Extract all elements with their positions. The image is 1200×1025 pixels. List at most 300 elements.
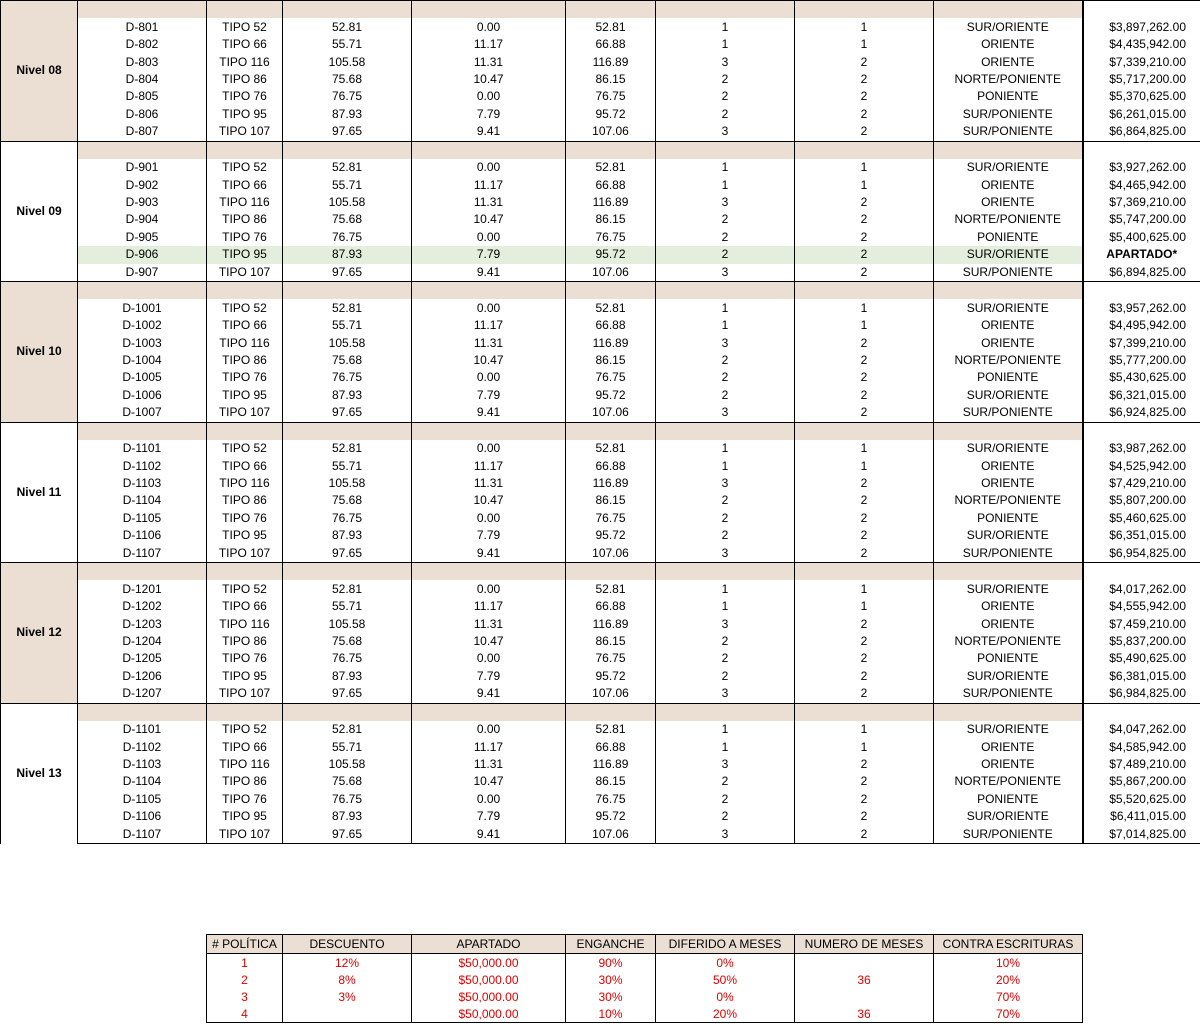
level-label: Nivel 09	[1, 141, 78, 282]
policy-header-cell: CONTRA ESCRITURAS	[934, 935, 1083, 954]
terrace-area-cell: 0.00	[412, 440, 566, 457]
terrace-area-cell: 7.79	[412, 387, 566, 404]
total-area-cell: 76.75	[566, 88, 656, 105]
orientation-cell: ORIENTE	[934, 334, 1083, 351]
unit-row	[1, 510, 1200, 527]
total-area-cell: 86.15	[566, 492, 656, 509]
unit-type-cell: TIPO 52	[207, 299, 283, 316]
orientation-cell: PONIENTE	[934, 229, 1083, 246]
price-cell: $6,381,015.00	[1083, 668, 1200, 685]
unit-type-cell: TIPO 116	[207, 615, 283, 632]
spacer-cell	[283, 141, 412, 159]
spacer-cell	[1083, 1, 1200, 19]
terrace-area-cell: 11.17	[412, 457, 566, 474]
bathrooms-cell: 2	[795, 492, 934, 509]
unit-type-cell: TIPO 116	[207, 194, 283, 211]
bathrooms-cell: 2	[795, 668, 934, 685]
unit-id-cell: D-1002	[78, 317, 207, 334]
interior-area-cell: 75.68	[283, 211, 412, 228]
orientation-cell: SUR/ORIENTE	[934, 440, 1083, 457]
unit-type-cell: TIPO 52	[207, 159, 283, 176]
interior-area-cell: 55.71	[283, 457, 412, 474]
unit-id-cell: D-905	[78, 229, 207, 246]
price-cell: $5,490,625.00	[1083, 650, 1200, 667]
unit-type-cell: TIPO 107	[207, 404, 283, 422]
price-cell: $7,399,210.00	[1083, 334, 1200, 351]
orientation-cell: ORIENTE	[934, 475, 1083, 492]
bedrooms-cell: 1	[656, 580, 795, 597]
total-area-cell: 76.75	[566, 369, 656, 386]
unit-row	[1, 633, 1200, 650]
unit-row	[1, 598, 1200, 615]
total-area-cell: 107.06	[566, 264, 656, 282]
price-cell: $6,864,825.00	[1083, 123, 1200, 141]
policy-header-cell: # POLÍTICA	[207, 935, 283, 954]
unit-id-cell: D-1105	[78, 510, 207, 527]
spacer-cell	[656, 1, 795, 19]
bedrooms-cell: 1	[656, 18, 795, 35]
spacer-cell	[283, 1, 412, 19]
spacer-cell	[934, 422, 1083, 440]
unit-type-cell: TIPO 52	[207, 440, 283, 457]
bathrooms-cell: 1	[795, 159, 934, 176]
price-cell: $7,429,210.00	[1083, 475, 1200, 492]
unit-row	[1, 53, 1200, 70]
unit-row	[1, 721, 1200, 738]
orientation-cell: SUR/ORIENTE	[934, 159, 1083, 176]
spacer-cell	[412, 141, 566, 159]
orientation-cell: ORIENTE	[934, 176, 1083, 193]
policy-header-cell: ENGANCHE	[566, 935, 656, 954]
spacer-cell	[656, 563, 795, 581]
unit-id-cell: D-1103	[78, 475, 207, 492]
unit-type-cell: TIPO 66	[207, 598, 283, 615]
bathrooms-cell: 2	[795, 387, 934, 404]
spacer-cell	[795, 1, 934, 19]
terrace-area-cell: 11.17	[412, 598, 566, 615]
unit-type-cell: TIPO 76	[207, 510, 283, 527]
terrace-area-cell: 11.17	[412, 36, 566, 53]
spacer-cell	[1083, 703, 1200, 721]
level-spacer-row	[1, 703, 1200, 721]
policy-row	[207, 971, 1083, 988]
orientation-cell: PONIENTE	[934, 650, 1083, 667]
unit-row	[1, 159, 1200, 176]
interior-area-cell: 105.58	[283, 194, 412, 211]
interior-area-cell: 76.75	[283, 791, 412, 808]
level-spacer-row	[1, 1, 1200, 19]
bathrooms-cell: 2	[795, 264, 934, 282]
interior-area-cell: 75.68	[283, 71, 412, 88]
unit-row	[1, 457, 1200, 474]
bathrooms-cell: 2	[795, 826, 934, 844]
interior-area-cell: 105.58	[283, 475, 412, 492]
bedrooms-cell: 2	[656, 492, 795, 509]
spacer-cell	[78, 282, 207, 300]
unit-type-cell: TIPO 107	[207, 264, 283, 282]
interior-area-cell: 87.93	[283, 668, 412, 685]
interior-area-cell: 55.71	[283, 738, 412, 755]
unit-id-cell: D-1001	[78, 299, 207, 316]
unit-type-cell: TIPO 86	[207, 773, 283, 790]
policy-cell: $50,000.00	[412, 954, 566, 972]
price-cell: $5,837,200.00	[1083, 633, 1200, 650]
orientation-cell: NORTE/PONIENTE	[934, 211, 1083, 228]
unit-row	[1, 738, 1200, 755]
bathrooms-cell: 2	[795, 352, 934, 369]
bedrooms-cell: 1	[656, 299, 795, 316]
policy-cell: 12%	[283, 954, 412, 972]
bedrooms-cell: 1	[656, 440, 795, 457]
terrace-area-cell: 11.17	[412, 317, 566, 334]
level-label: Nivel 11	[1, 422, 78, 563]
unit-id-cell: D-1106	[78, 527, 207, 544]
unit-row	[1, 264, 1200, 282]
terrace-area-cell: 10.47	[412, 492, 566, 509]
terrace-area-cell: 11.31	[412, 53, 566, 70]
bathrooms-cell: 2	[795, 808, 934, 825]
unit-id-cell: D-804	[78, 71, 207, 88]
unit-type-cell: TIPO 107	[207, 826, 283, 844]
total-area-cell: 52.81	[566, 580, 656, 597]
total-area-cell: 116.89	[566, 334, 656, 351]
orientation-cell: ORIENTE	[934, 317, 1083, 334]
orientation-cell: ORIENTE	[934, 756, 1083, 773]
spacer-cell	[412, 563, 566, 581]
spacer-cell	[795, 703, 934, 721]
unit-id-cell: D-1007	[78, 404, 207, 422]
orientation-cell: SUR/PONIENTE	[934, 264, 1083, 282]
unit-id-cell: D-1203	[78, 615, 207, 632]
bedrooms-cell: 3	[656, 756, 795, 773]
terrace-area-cell: 9.41	[412, 404, 566, 422]
level-spacer-row	[1, 422, 1200, 440]
unit-row	[1, 545, 1200, 563]
policy-cell: 36	[795, 1005, 934, 1023]
orientation-cell: SUR/PONIENTE	[934, 106, 1083, 123]
unit-row	[1, 492, 1200, 509]
price-cell: $3,927,262.00	[1083, 159, 1200, 176]
total-area-cell: 86.15	[566, 71, 656, 88]
total-area-cell: 52.81	[566, 18, 656, 35]
unit-row	[1, 211, 1200, 228]
unit-type-cell: TIPO 107	[207, 545, 283, 563]
bathrooms-cell: 2	[795, 773, 934, 790]
orientation-cell: PONIENTE	[934, 369, 1083, 386]
unit-id-cell: D-1101	[78, 721, 207, 738]
price-cell: $6,924,825.00	[1083, 404, 1200, 422]
total-area-cell: 66.88	[566, 598, 656, 615]
bedrooms-cell: 1	[656, 598, 795, 615]
bathrooms-cell: 2	[795, 650, 934, 667]
unit-id-cell: D-1202	[78, 598, 207, 615]
unit-id-cell: D-1103	[78, 756, 207, 773]
unit-row	[1, 440, 1200, 457]
unit-row	[1, 791, 1200, 808]
terrace-area-cell: 10.47	[412, 211, 566, 228]
terrace-area-cell: 7.79	[412, 106, 566, 123]
total-area-cell: 86.15	[566, 773, 656, 790]
terrace-area-cell: 10.47	[412, 633, 566, 650]
bathrooms-cell: 2	[795, 88, 934, 105]
policy-table-body	[207, 954, 1083, 1023]
terrace-area-cell: 7.79	[412, 527, 566, 544]
bathrooms-cell: 1	[795, 457, 934, 474]
interior-area-cell: 97.65	[283, 685, 412, 703]
spacer-cell	[207, 422, 283, 440]
interior-area-cell: 105.58	[283, 53, 412, 70]
bedrooms-cell: 3	[656, 194, 795, 211]
bathrooms-cell: 1	[795, 299, 934, 316]
price-cell: $4,047,262.00	[1083, 721, 1200, 738]
unit-type-cell: TIPO 76	[207, 229, 283, 246]
policy-header-row	[207, 935, 1083, 954]
spacer-cell	[412, 703, 566, 721]
unit-id-cell: D-806	[78, 106, 207, 123]
policy-cell: 10%	[934, 954, 1083, 972]
bathrooms-cell: 1	[795, 317, 934, 334]
policy-cell: 0%	[656, 988, 795, 1005]
bedrooms-cell: 3	[656, 685, 795, 703]
price-cell: $6,261,015.00	[1083, 106, 1200, 123]
level-label: Nivel 12	[1, 563, 78, 704]
total-area-cell: 52.81	[566, 159, 656, 176]
price-cell: $5,747,200.00	[1083, 211, 1200, 228]
price-cell: $6,351,015.00	[1083, 527, 1200, 544]
terrace-area-cell: 11.31	[412, 334, 566, 351]
bedrooms-cell: 2	[656, 791, 795, 808]
price-cell: $6,321,015.00	[1083, 387, 1200, 404]
policy-cell: $50,000.00	[412, 971, 566, 988]
price-cell: $5,717,200.00	[1083, 71, 1200, 88]
unit-type-cell: TIPO 76	[207, 88, 283, 105]
orientation-cell: ORIENTE	[934, 738, 1083, 755]
spacer-cell	[566, 282, 656, 300]
orientation-cell: SUR/PONIENTE	[934, 685, 1083, 703]
interior-area-cell: 105.58	[283, 615, 412, 632]
unit-id-cell: D-1201	[78, 580, 207, 597]
bedrooms-cell: 2	[656, 229, 795, 246]
interior-area-cell: 76.75	[283, 229, 412, 246]
spacer-cell	[566, 141, 656, 159]
total-area-cell: 66.88	[566, 317, 656, 334]
bedrooms-cell: 3	[656, 826, 795, 844]
interior-area-cell: 97.65	[283, 826, 412, 844]
policy-cell: 50%	[656, 971, 795, 988]
price-cell: $3,987,262.00	[1083, 440, 1200, 457]
bedrooms-cell: 1	[656, 176, 795, 193]
unit-row	[1, 88, 1200, 105]
interior-area-cell: 52.81	[283, 299, 412, 316]
spacer-cell	[207, 1, 283, 19]
interior-area-cell: 55.71	[283, 598, 412, 615]
orientation-cell: ORIENTE	[934, 615, 1083, 632]
total-area-cell: 107.06	[566, 826, 656, 844]
bedrooms-cell: 2	[656, 369, 795, 386]
price-cell: $5,520,625.00	[1083, 791, 1200, 808]
unit-row	[1, 808, 1200, 825]
unit-id-cell: D-1107	[78, 826, 207, 844]
unit-id-cell: D-1101	[78, 440, 207, 457]
spacer-cell	[78, 141, 207, 159]
bedrooms-cell: 2	[656, 211, 795, 228]
bathrooms-cell: 2	[795, 194, 934, 211]
total-area-cell: 95.72	[566, 668, 656, 685]
total-area-cell: 95.72	[566, 527, 656, 544]
price-cell: $4,495,942.00	[1083, 317, 1200, 334]
unit-type-cell: TIPO 66	[207, 176, 283, 193]
spacer-cell	[412, 1, 566, 19]
bathrooms-cell: 2	[795, 633, 934, 650]
terrace-area-cell: 11.17	[412, 738, 566, 755]
unit-row	[1, 299, 1200, 316]
unit-type-cell: TIPO 116	[207, 334, 283, 351]
total-area-cell: 107.06	[566, 685, 656, 703]
bedrooms-cell: 2	[656, 88, 795, 105]
policy-cell: $50,000.00	[412, 988, 566, 1005]
unit-row	[1, 580, 1200, 597]
price-cell: $6,894,825.00	[1083, 264, 1200, 282]
terrace-area-cell: 7.79	[412, 246, 566, 263]
orientation-cell: NORTE/PONIENTE	[934, 352, 1083, 369]
unit-type-cell: TIPO 116	[207, 53, 283, 70]
terrace-area-cell: 0.00	[412, 510, 566, 527]
unit-id-cell: D-903	[78, 194, 207, 211]
spacer-cell	[795, 282, 934, 300]
spacer-cell	[283, 703, 412, 721]
terrace-area-cell: 10.47	[412, 773, 566, 790]
spacer-cell	[656, 422, 795, 440]
orientation-cell: PONIENTE	[934, 791, 1083, 808]
unit-id-cell: D-907	[78, 264, 207, 282]
bedrooms-cell: 2	[656, 527, 795, 544]
unit-type-cell: TIPO 86	[207, 492, 283, 509]
policy-cell: 30%	[566, 971, 656, 988]
policy-cell: $50,000.00	[412, 1005, 566, 1023]
price-cell: APARTADO*	[1083, 246, 1200, 263]
bathrooms-cell: 2	[795, 123, 934, 141]
interior-area-cell: 76.75	[283, 510, 412, 527]
unit-id-cell: D-904	[78, 211, 207, 228]
unit-id-cell: D-805	[78, 88, 207, 105]
unit-id-cell: D-906	[78, 246, 207, 263]
total-area-cell: 95.72	[566, 387, 656, 404]
interior-area-cell: 87.93	[283, 387, 412, 404]
bedrooms-cell: 2	[656, 650, 795, 667]
spacer-cell	[656, 282, 795, 300]
level-label: Nivel 08	[1, 1, 78, 142]
total-area-cell: 66.88	[566, 457, 656, 474]
total-area-cell: 66.88	[566, 176, 656, 193]
bathrooms-cell: 2	[795, 475, 934, 492]
policy-cell: 1	[207, 954, 283, 972]
spacer-cell	[207, 703, 283, 721]
bedrooms-cell: 2	[656, 808, 795, 825]
bedrooms-cell: 2	[656, 633, 795, 650]
interior-area-cell: 55.71	[283, 176, 412, 193]
interior-area-cell: 52.81	[283, 440, 412, 457]
terrace-area-cell: 9.41	[412, 545, 566, 563]
spacer-cell	[283, 282, 412, 300]
terrace-area-cell: 0.00	[412, 299, 566, 316]
orientation-cell: ORIENTE	[934, 598, 1083, 615]
unit-row	[1, 71, 1200, 88]
terrace-area-cell: 9.41	[412, 685, 566, 703]
interior-area-cell: 52.81	[283, 159, 412, 176]
bedrooms-cell: 3	[656, 615, 795, 632]
terrace-area-cell: 11.31	[412, 756, 566, 773]
unit-id-cell: D-1106	[78, 808, 207, 825]
policy-cell: 70%	[934, 1005, 1083, 1023]
orientation-cell: SUR/ORIENTE	[934, 580, 1083, 597]
unit-row	[1, 650, 1200, 667]
orientation-cell: NORTE/PONIENTE	[934, 773, 1083, 790]
spacer-cell	[795, 422, 934, 440]
unit-type-cell: TIPO 107	[207, 685, 283, 703]
orientation-cell: ORIENTE	[934, 53, 1083, 70]
unit-row	[1, 773, 1200, 790]
policy-cell: 0%	[656, 954, 795, 972]
unit-type-cell: TIPO 66	[207, 317, 283, 334]
terrace-area-cell: 11.31	[412, 194, 566, 211]
price-cell: $4,525,942.00	[1083, 457, 1200, 474]
unit-row	[1, 404, 1200, 422]
total-area-cell: 95.72	[566, 106, 656, 123]
unit-id-cell: D-1104	[78, 773, 207, 790]
orientation-cell: SUR/PONIENTE	[934, 123, 1083, 141]
total-area-cell: 116.89	[566, 194, 656, 211]
orientation-cell: SUR/PONIENTE	[934, 545, 1083, 563]
bedrooms-cell: 1	[656, 317, 795, 334]
unit-type-cell: TIPO 76	[207, 791, 283, 808]
unit-type-cell: TIPO 107	[207, 123, 283, 141]
total-area-cell: 76.75	[566, 510, 656, 527]
spacer-cell	[283, 563, 412, 581]
unit-row	[1, 475, 1200, 492]
unit-type-cell: TIPO 95	[207, 527, 283, 544]
terrace-area-cell: 10.47	[412, 71, 566, 88]
bathrooms-cell: 2	[795, 246, 934, 263]
price-cell: $3,897,262.00	[1083, 18, 1200, 35]
unit-id-cell: D-1005	[78, 369, 207, 386]
total-area-cell: 107.06	[566, 123, 656, 141]
interior-area-cell: 55.71	[283, 36, 412, 53]
interior-area-cell: 76.75	[283, 650, 412, 667]
unit-row	[1, 194, 1200, 211]
unit-type-cell: TIPO 116	[207, 475, 283, 492]
bathrooms-cell: 1	[795, 176, 934, 193]
unit-id-cell: D-901	[78, 159, 207, 176]
bathrooms-cell: 2	[795, 527, 934, 544]
unit-id-cell: D-802	[78, 36, 207, 53]
price-cell: $7,489,210.00	[1083, 756, 1200, 773]
policy-cell: 20%	[656, 1005, 795, 1023]
unit-type-cell: TIPO 52	[207, 580, 283, 597]
bedrooms-cell: 3	[656, 545, 795, 563]
terrace-area-cell: 10.47	[412, 352, 566, 369]
bedrooms-cell: 1	[656, 36, 795, 53]
terrace-area-cell: 9.41	[412, 123, 566, 141]
total-area-cell: 66.88	[566, 36, 656, 53]
bathrooms-cell: 2	[795, 106, 934, 123]
bedrooms-cell: 1	[656, 738, 795, 755]
price-cell: $5,867,200.00	[1083, 773, 1200, 790]
total-area-cell: 86.15	[566, 633, 656, 650]
interior-area-cell: 97.65	[283, 545, 412, 563]
unit-type-cell: TIPO 95	[207, 106, 283, 123]
spacer-cell	[1083, 563, 1200, 581]
orientation-cell: ORIENTE	[934, 36, 1083, 53]
